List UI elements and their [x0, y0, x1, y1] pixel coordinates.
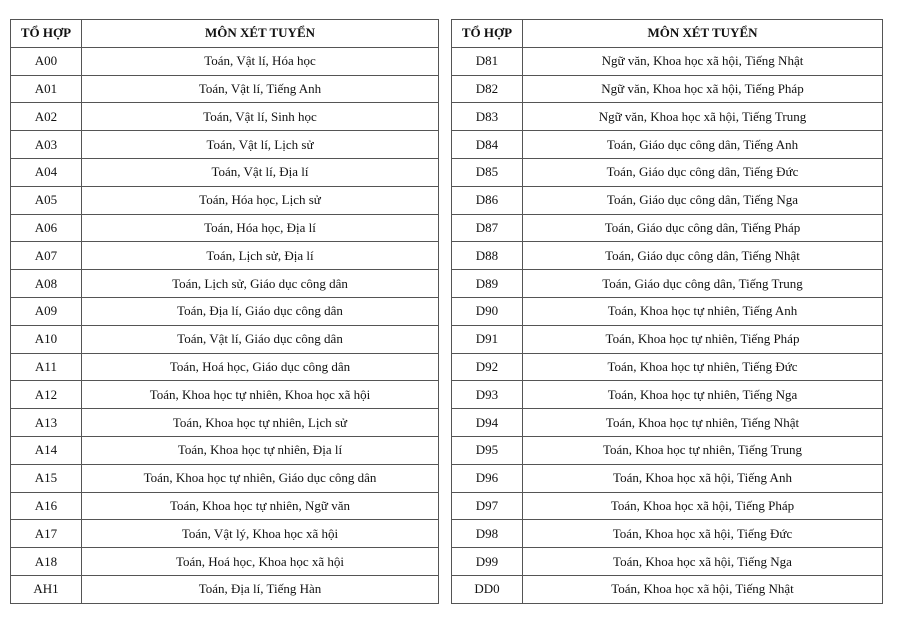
- combination-code-cell: A18: [11, 548, 82, 576]
- subjects-cell: Toán, Vật lý, Khoa học xã hội: [82, 520, 439, 548]
- subjects-cell: Toán, Vật lí, Tiếng Anh: [82, 75, 439, 103]
- combination-table-left: [10, 19, 439, 604]
- combination-code-cell: D91: [452, 325, 523, 353]
- combination-code-cell: D87: [452, 214, 523, 242]
- combination-code-cell: A14: [11, 436, 82, 464]
- subjects-cell: Toán, Khoa học tự nhiên, Khoa học xã hội: [82, 381, 439, 409]
- combination-code-cell: A08: [11, 270, 82, 298]
- combination-code-cell: D88: [452, 242, 523, 270]
- subjects-cell: Toán, Vật lí, Địa lí: [82, 158, 439, 186]
- table-row: [11, 242, 439, 270]
- table-row: [11, 270, 439, 298]
- table-row: [11, 464, 439, 492]
- table-row: [11, 47, 439, 75]
- combination-code-cell: D90: [452, 297, 523, 325]
- subjects-cell: Toán, Giáo dục công dân, Tiếng Trung: [523, 270, 883, 298]
- table-row: [11, 381, 439, 409]
- subjects-cell: Toán, Vật lí, Lịch sử: [82, 131, 439, 159]
- table-header-row: [11, 20, 439, 48]
- subjects-cell: Toán, Khoa học tự nhiên, Tiếng Nga: [523, 381, 883, 409]
- table-row: [11, 353, 439, 381]
- table-row: [452, 297, 883, 325]
- combination-code-cell: A16: [11, 492, 82, 520]
- combination-code-cell: A15: [11, 464, 82, 492]
- subjects-cell: Toán, Khoa học tự nhiên, Ngữ văn: [82, 492, 439, 520]
- combination-code-cell: D82: [452, 75, 523, 103]
- combination-code-cell: A07: [11, 242, 82, 270]
- table-row: [11, 325, 439, 353]
- subjects-cell: Toán, Khoa học tự nhiên, Địa lí: [82, 436, 439, 464]
- column-header-code: TỔ HỢP: [11, 20, 82, 48]
- table-row: [11, 131, 439, 159]
- subjects-cell: Ngữ văn, Khoa học xã hội, Tiếng Nhật: [523, 47, 883, 75]
- subjects-cell: Toán, Lịch sử, Giáo dục công dân: [82, 270, 439, 298]
- table-row: [452, 548, 883, 576]
- combination-code-cell: A05: [11, 186, 82, 214]
- subjects-cell: Toán, Khoa học tự nhiên, Giáo dục công dân: [82, 464, 439, 492]
- combination-code-cell: A17: [11, 520, 82, 548]
- combination-code-cell: D97: [452, 492, 523, 520]
- table-row: [452, 47, 883, 75]
- subjects-cell: Toán, Địa lí, Tiếng Hàn: [82, 575, 439, 603]
- table-row: [11, 186, 439, 214]
- subjects-cell: Toán, Giáo dục công dân, Tiếng Anh: [523, 131, 883, 159]
- combination-code-cell: A03: [11, 131, 82, 159]
- column-header-subjects: MÔN XÉT TUYỂN: [82, 20, 439, 48]
- subjects-cell: Ngữ văn, Khoa học xã hội, Tiếng Trung: [523, 103, 883, 131]
- table-row: [452, 409, 883, 437]
- combination-code-cell: D99: [452, 548, 523, 576]
- table-row: [11, 297, 439, 325]
- table-body: [452, 47, 883, 603]
- combination-code-cell: A13: [11, 409, 82, 437]
- table-body: [11, 47, 439, 603]
- combination-table-right: [451, 19, 883, 604]
- subjects-cell: Toán, Khoa học xã hội, Tiếng Nga: [523, 548, 883, 576]
- combination-code-cell: D89: [452, 270, 523, 298]
- subjects-cell: Toán, Hoá học, Giáo dục công dân: [82, 353, 439, 381]
- combination-code-cell: A01: [11, 75, 82, 103]
- table-row: [11, 520, 439, 548]
- combination-code-cell: D81: [452, 47, 523, 75]
- subjects-cell: Toán, Địa lí, Giáo dục công dân: [82, 297, 439, 325]
- table-row: [11, 158, 439, 186]
- subjects-cell: Toán, Hoá học, Khoa học xã hội: [82, 548, 439, 576]
- combination-code-cell: D93: [452, 381, 523, 409]
- table-row: [452, 464, 883, 492]
- subjects-cell: Toán, Vật lí, Giáo dục công dân: [82, 325, 439, 353]
- combination-code-cell: A12: [11, 381, 82, 409]
- table-row: [452, 75, 883, 103]
- subjects-cell: Toán, Giáo dục công dân, Tiếng Nga: [523, 186, 883, 214]
- column-header-subjects: MÔN XÉT TUYỂN: [523, 20, 883, 48]
- table-row: [11, 492, 439, 520]
- combination-code-cell: A10: [11, 325, 82, 353]
- subjects-cell: Ngữ văn, Khoa học xã hội, Tiếng Pháp: [523, 75, 883, 103]
- subjects-cell: Toán, Giáo dục công dân, Tiếng Nhật: [523, 242, 883, 270]
- combination-code-cell: A04: [11, 158, 82, 186]
- table-row: [452, 103, 883, 131]
- combination-code-cell: D92: [452, 353, 523, 381]
- table-row: [452, 270, 883, 298]
- combination-code-cell: D95: [452, 436, 523, 464]
- column-header-code: TỔ HỢP: [452, 20, 523, 48]
- table-header-row: [452, 20, 883, 48]
- combination-code-cell: AH1: [11, 575, 82, 603]
- table-row: [452, 520, 883, 548]
- combination-code-cell: A02: [11, 103, 82, 131]
- combination-code-cell: D85: [452, 158, 523, 186]
- table-row: [452, 381, 883, 409]
- combination-code-cell: D86: [452, 186, 523, 214]
- table-row: [11, 548, 439, 576]
- table-row: [11, 409, 439, 437]
- table-row: [452, 214, 883, 242]
- combination-code-cell: D98: [452, 520, 523, 548]
- combination-code-cell: D94: [452, 409, 523, 437]
- subjects-cell: Toán, Khoa học tự nhiên, Tiếng Đức: [523, 353, 883, 381]
- table-row: [452, 575, 883, 603]
- subjects-cell: Toán, Khoa học xã hội, Tiếng Đức: [523, 520, 883, 548]
- table-row: [452, 325, 883, 353]
- subjects-cell: Toán, Khoa học tự nhiên, Tiếng Pháp: [523, 325, 883, 353]
- table-row: [452, 158, 883, 186]
- subjects-cell: Toán, Hóa học, Lịch sử: [82, 186, 439, 214]
- subjects-cell: Toán, Vật lí, Sinh học: [82, 103, 439, 131]
- subjects-cell: Toán, Khoa học tự nhiên, Tiếng Trung: [523, 436, 883, 464]
- table-row: [11, 214, 439, 242]
- subjects-cell: Toán, Hóa học, Địa lí: [82, 214, 439, 242]
- combination-code-cell: A06: [11, 214, 82, 242]
- table-row: [452, 353, 883, 381]
- combination-code-cell: A11: [11, 353, 82, 381]
- combination-code-cell: D84: [452, 131, 523, 159]
- combination-code-cell: DD0: [452, 575, 523, 603]
- combination-code-cell: D83: [452, 103, 523, 131]
- subjects-cell: Toán, Lịch sử, Địa lí: [82, 242, 439, 270]
- table-row: [11, 436, 439, 464]
- subjects-cell: Toán, Giáo dục công dân, Tiếng Pháp: [523, 214, 883, 242]
- table-row: [452, 242, 883, 270]
- table-row: [452, 436, 883, 464]
- combination-code-cell: A09: [11, 297, 82, 325]
- subjects-cell: Toán, Khoa học tự nhiên, Tiếng Anh: [523, 297, 883, 325]
- subjects-cell: Toán, Vật lí, Hóa học: [82, 47, 439, 75]
- combination-code-cell: A00: [11, 47, 82, 75]
- table-row: [452, 492, 883, 520]
- table-row: [11, 575, 439, 603]
- subjects-cell: Toán, Khoa học xã hội, Tiếng Pháp: [523, 492, 883, 520]
- table-row: [11, 75, 439, 103]
- combination-code-cell: D96: [452, 464, 523, 492]
- subjects-cell: Toán, Khoa học xã hội, Tiếng Nhật: [523, 575, 883, 603]
- table-row: [11, 103, 439, 131]
- subjects-cell: Toán, Khoa học xã hội, Tiếng Anh: [523, 464, 883, 492]
- subjects-cell: Toán, Khoa học tự nhiên, Lịch sử: [82, 409, 439, 437]
- table-row: [452, 131, 883, 159]
- subjects-cell: Toán, Khoa học tự nhiên, Tiếng Nhật: [523, 409, 883, 437]
- table-row: [452, 186, 883, 214]
- subjects-cell: Toán, Giáo dục công dân, Tiếng Đức: [523, 158, 883, 186]
